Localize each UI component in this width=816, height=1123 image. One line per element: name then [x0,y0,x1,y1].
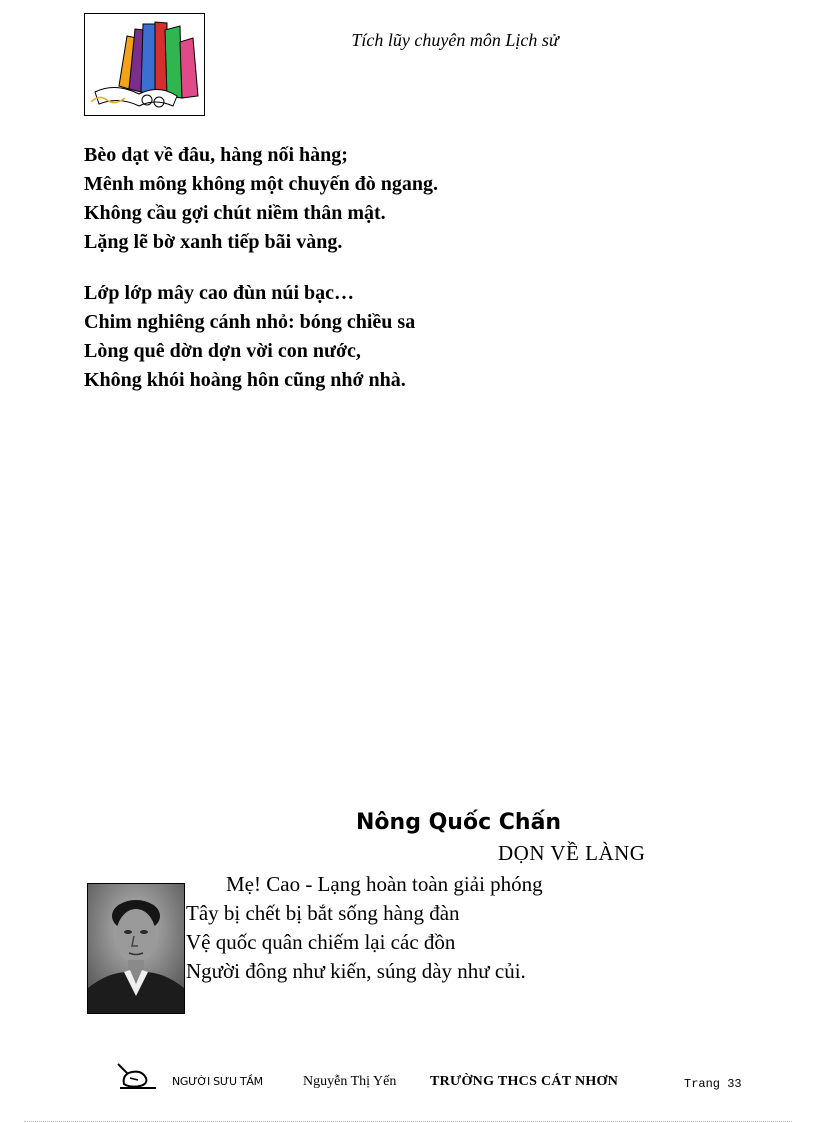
poem-line: Chim nghiêng cánh nhỏ: bóng chiều sa [84,311,416,333]
poem-line: Lòng quê dờn dợn vời con nước, [84,340,361,362]
poem-line: Người đông như kiến, súng dày như củi. [186,959,526,983]
poem-line: Tây bị chết bị bắt sống hàng đàn [186,901,460,925]
author-portrait [87,883,185,1014]
poem-line: Lặng lẽ bờ xanh tiếp bãi vàng. [84,231,343,253]
writing-hand-icon [116,1062,158,1090]
footer-school: TRƯỜNG THCS CÁT NHƠN [430,1074,619,1089]
author-name: Nông Quốc Chấn [356,810,562,835]
poem-title: DỌN VỀ LÀNG [498,841,646,865]
footer-collector-label: NGƯỜI SƯU TẦM [172,1075,263,1088]
poem-line: Vệ quốc quân chiếm lại các đồn [186,930,456,954]
poem-line: Lớp lớp mây cao đùn núi bạc… [84,282,354,304]
poem-line: Mênh mông không một chuyến đò ngang. [84,173,438,195]
poem-line: Bèo dạt về đâu, hàng nối hàng; [84,144,348,166]
poem-line: Không khói hoàng hôn cũng nhớ nhà. [84,369,406,391]
poem-line: Mẹ! Cao - Lạng hoàn toàn giải phóng [226,872,543,896]
footer-divider [24,1121,792,1122]
page-number: Trang 33 [684,1077,742,1091]
header-title: Tích lũy chuyên môn Lịch sử [351,30,559,50]
books-stack-icon [84,13,205,116]
footer-collector-name: Nguyễn Thị Yến [303,1074,397,1089]
poem-line: Không cầu gợi chút niềm thân mật. [84,202,386,224]
